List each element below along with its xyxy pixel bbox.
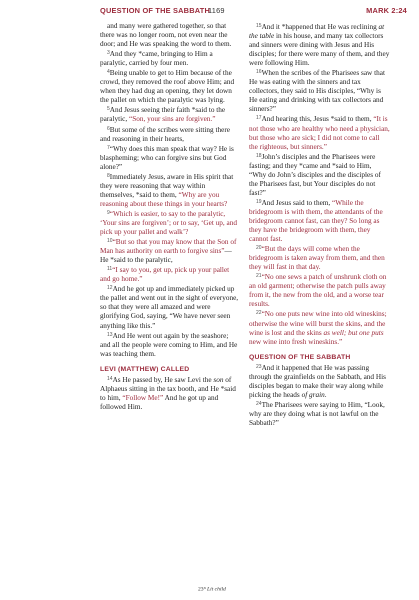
words-of-jesus: “No one puts new wine into old wineskins; otherwise the wine will burst the skins, and the wine is lost and the skins [249, 310, 387, 337]
verse-number: 14 [107, 375, 113, 382]
verse-paragraph [100, 172, 240, 209]
italic-text: of grain [301, 390, 325, 399]
verse-text: And he got up and followed Him. [100, 393, 219, 411]
verse-text: of Alphaeus sitting in the tax booth, and He *said to him, [100, 375, 236, 402]
section-heading: LEVI (MATTHEW) CALLED [100, 365, 190, 373]
words-of-jesus: new wine into fresh wineskins.” [249, 337, 343, 346]
verse-text: Immediately Jesus, aware in His spirit that they were reasoning that way within themselves, *said to them, [100, 172, 234, 199]
verse-text: in his house, and many tax collectors and sinners were dining with Jesus and His disciples; for there were many of them, and they were following Him. [249, 32, 390, 68]
words-of-jesus: “It is not those who are healthy who need a physician, but those who are sick; I did not come to call the righteous, but sinners.” [249, 115, 390, 151]
verse-paragraph [100, 49, 240, 68]
words-of-jesus: “I say to you, get up, pick up your pallet and go home.” [100, 266, 230, 284]
verse-number: 10 [107, 238, 113, 245]
verse-paragraph [100, 125, 240, 144]
left-text-column [100, 22, 240, 412]
verse-number: 4 [107, 69, 110, 76]
header-section-title: QUESTION OF THE SABBATH [100, 6, 210, 15]
verse-text: John’s disciples and the Pharisees were fasting; and they *came and *said to Him, “Why do John’s disciples and the disciples of the Pharisees fast, but Your disciples do not fast?” [249, 152, 381, 197]
verse-number: 18 [256, 152, 262, 159]
verse-paragraph [100, 375, 240, 412]
verse-paragraph [100, 331, 240, 359]
footnote-letter: a [203, 585, 206, 590]
right-text-column [249, 22, 390, 428]
words-of-jesus: “Which is easier, to say to the paralytic, ‘Your sins are forgiven’; or to say, ‘Get up, and pick up your pallet and walk’? [100, 209, 237, 237]
verse-paragraph [249, 309, 390, 346]
footnote [198, 585, 226, 593]
verse-text: When the scribes of the Pharisees saw that He was eating with the sinners and tax collectors, they said to His disciples, “Why is He eating and drinking with tax collectors and sinners?” [249, 69, 385, 114]
verse-text: And it happened that He was passing through the grainfields on the Sabbath, and His disciples began to make their way along while picking the heads [249, 363, 386, 399]
verse-number: 3 [107, 50, 110, 57]
verse-text: “Why does this man speak that way? He is blaspheming; who can forgive sins but God alone?” [100, 144, 234, 171]
verse-number: 12 [107, 285, 113, 292]
verse-paragraph [100, 265, 240, 284]
verse-text: And it *happened that He was reclining [261, 23, 379, 31]
verse-number: 8 [107, 172, 110, 179]
verse-paragraph [249, 114, 390, 151]
verse-number: 21 [256, 273, 262, 280]
verse-number: 20 [256, 245, 262, 252]
verse-paragraph [100, 105, 240, 124]
verse-paragraph [249, 198, 390, 244]
verse-number: 19 [256, 198, 262, 205]
verse-number: 11 [107, 266, 113, 273]
verse-number: 7 [107, 144, 110, 151]
words-of-jesus-italic: as well; but one puts [323, 328, 384, 337]
verse-number: 22 [256, 310, 262, 317]
verse-text: As He passed by, He saw Levi the [112, 375, 214, 384]
verse-number: 6 [107, 125, 110, 132]
verse-text: The Pharisees were saying to Him, “Look, why are they doing what is not lawful on the Sabbath?” [249, 400, 385, 427]
italic-text: son [213, 375, 224, 384]
verse-text: But some of the scribes were sitting there and reasoning in their hearts, [100, 125, 230, 143]
verse-number: 5 [107, 106, 110, 113]
verse-paragraph [249, 244, 390, 272]
verse-text: . [324, 390, 327, 399]
verse-number: 17 [256, 115, 262, 122]
verse-text: —He *said to the paralytic, [100, 247, 232, 265]
words-of-jesus: “Son, your sins are forgiven.” [129, 115, 216, 124]
verse-number: 23 [256, 363, 262, 370]
verse-text: And they *came, bringing to Him a paralytic, carried by four men. [100, 50, 213, 68]
words-of-jesus: “Why are you reasoning about these things in your hearts? [100, 190, 228, 208]
header-reference: MARK 2:24 [366, 6, 407, 15]
verse-paragraph [249, 152, 390, 198]
verse-number: 13 [107, 331, 113, 338]
verse-number: 15 [256, 23, 262, 29]
italic-text: at the table [249, 23, 385, 41]
verse-number: 9 [107, 209, 110, 216]
page-gutter [0, 0, 90, 600]
verse-paragraph [100, 68, 240, 105]
verse-paragraph [249, 363, 390, 400]
verse-text: And He went out again by the seashore; and all the people were coming to Him, and He was teaching them. [100, 331, 238, 358]
verse-paragraph [100, 22, 240, 49]
verse-number: 16 [256, 69, 262, 76]
words-of-jesus: “But so that you may know that the Son of Man has authority on earth to forgive sins” [100, 238, 237, 256]
verse-text: and many were gathered together, so that there was no longer room, not even near the door; and He was speaking the word to them. [100, 22, 232, 49]
words-of-jesus: “No one sews a patch of unshrunk cloth on an old garment; otherwise the patch pulls away from it, the new from the old, and a worse tear results. [249, 273, 387, 309]
verse-text: And Jesus seeing their faith *said to the paralytic, [100, 106, 226, 124]
words-of-jesus: “But the days will come when the bridegroom is taken away from them, and then they will fast in that day. [249, 245, 385, 272]
verse-paragraph [249, 22, 390, 68]
words-of-jesus: “Follow Me!” [122, 393, 164, 402]
verse-paragraph [100, 237, 240, 265]
footnote-ref: 23 [198, 586, 204, 593]
page-number: 1169 [208, 6, 225, 15]
verse-number: 24 [256, 400, 262, 407]
verse-paragraph [100, 144, 240, 172]
verse-text: Being unable to get to Him because of the crowd, they removed the roof above Him; and when they had dug an opening, they let down the pallet on which the paralytic was lying. [100, 69, 235, 105]
verse-text: And Jesus said to them, [261, 198, 333, 207]
verse-text: And hearing this, Jesus *said to them, [261, 115, 374, 124]
verse-paragraph [100, 284, 240, 330]
running-header [0, 6, 419, 20]
verse-paragraph [100, 209, 240, 237]
verse-text: And he got up and immediately picked up the pallet and went out in the sight of everyone, so that they were all amazed and were glorifying God, saying, “We have never seen anything like this.” [100, 285, 239, 330]
verse-paragraph [249, 272, 390, 309]
words-of-jesus: “While the bridegroom is with them, the attendants of the bridegroom cannot fast, can they? So long as they have the bridegroom with them, they cannot fast. [249, 198, 383, 244]
section-heading: QUESTION OF THE SABBATH [249, 353, 351, 361]
footnote-text: Lit child [207, 586, 226, 593]
verse-paragraph [249, 400, 390, 428]
verse-paragraph [249, 68, 390, 114]
